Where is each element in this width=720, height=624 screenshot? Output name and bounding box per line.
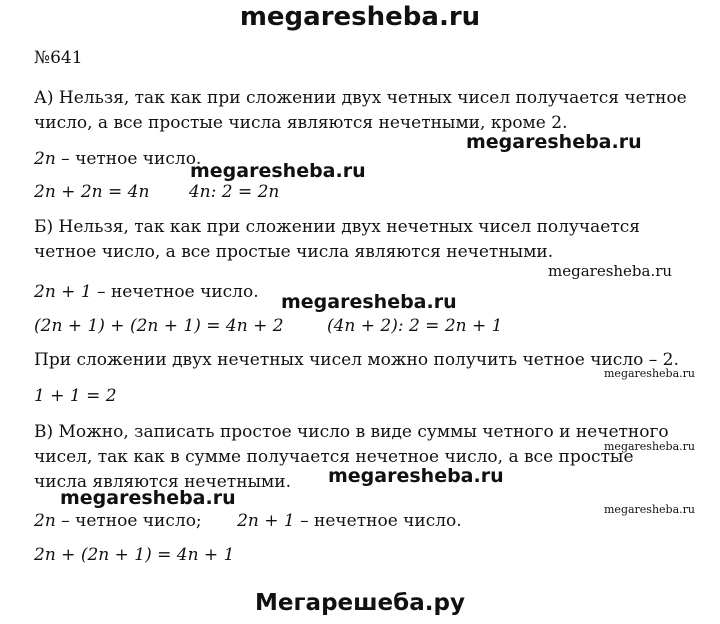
watermark: megaresheba.ru (60, 487, 236, 509)
watermark: megaresheba.ru (190, 160, 366, 182)
part-a-text: А) Нельзя, так как при сложении двух четных чисел получается четное число, а все простые числа являются нечетными, кроме 2. (34, 88, 687, 133)
part-c-eq1: 2n + (2n + 1) = 4n + 1 (34, 545, 235, 565)
part-a-line1-math: 2n (34, 149, 56, 169)
watermark: megaresheba.ru (328, 465, 504, 487)
part-b-eq2: (4n + 2): 2 = 2n + 1 (326, 316, 503, 336)
part-c-line1 (34, 509, 462, 534)
watermark: megaresheba.ru (466, 131, 642, 153)
part-c-line1-math2: 2n + 1 (237, 511, 295, 531)
site-footer: Мегарешеба.ру (255, 590, 465, 616)
part-b-line4 (34, 384, 117, 409)
part-b-line1-text: – нечетное число. (91, 282, 259, 302)
part-a-eq1: 2n + 2n = 4n (34, 182, 150, 202)
part-a-line2 (34, 180, 279, 205)
task-number: №641 (34, 48, 83, 68)
part-b-line2 (34, 314, 502, 339)
watermark: megaresheba.ru (604, 503, 695, 516)
part-b-eq3: 1 + 1 = 2 (34, 386, 117, 406)
part-c-line2 (34, 543, 234, 568)
watermark: megaresheba.ru (604, 367, 695, 380)
site-header: megaresheba.ru (239, 2, 481, 32)
part-b-eq1: (2n + 1) + (2n + 1) = 4n + 2 (34, 316, 284, 336)
watermark: megaresheba.ru (604, 440, 695, 453)
watermark: megaresheba.ru (548, 262, 673, 280)
part-c-line1-text1: – четное число; (55, 511, 202, 531)
part-c-line1-math1: 2n (34, 511, 56, 531)
part-b-line1-math: 2n + 1 (34, 282, 92, 302)
watermark: megaresheba.ru (281, 291, 457, 313)
part-a-eq2: 4n: 2 = 2n (188, 182, 280, 202)
part-b-text: Б) Нельзя, так как при сложении двух нечетных чисел получается четное число, а все простые числа являются нечетными. (34, 217, 641, 262)
part-a-line1 (34, 147, 201, 172)
part-a-line1-text: – четное число. (55, 149, 202, 169)
part-c-line1-text2: – нечетное число. (294, 511, 462, 531)
part-c-text: В) Можно, записать простое число в виде суммы четного и нечетного чисел, так как в сумме получается нечетное число, а все простые числа являются нечетными. (34, 422, 669, 492)
part-b-line3: При сложении двух нечетных чисел можно получить четное число – 2. (34, 350, 679, 370)
part-b-line1 (34, 280, 259, 305)
